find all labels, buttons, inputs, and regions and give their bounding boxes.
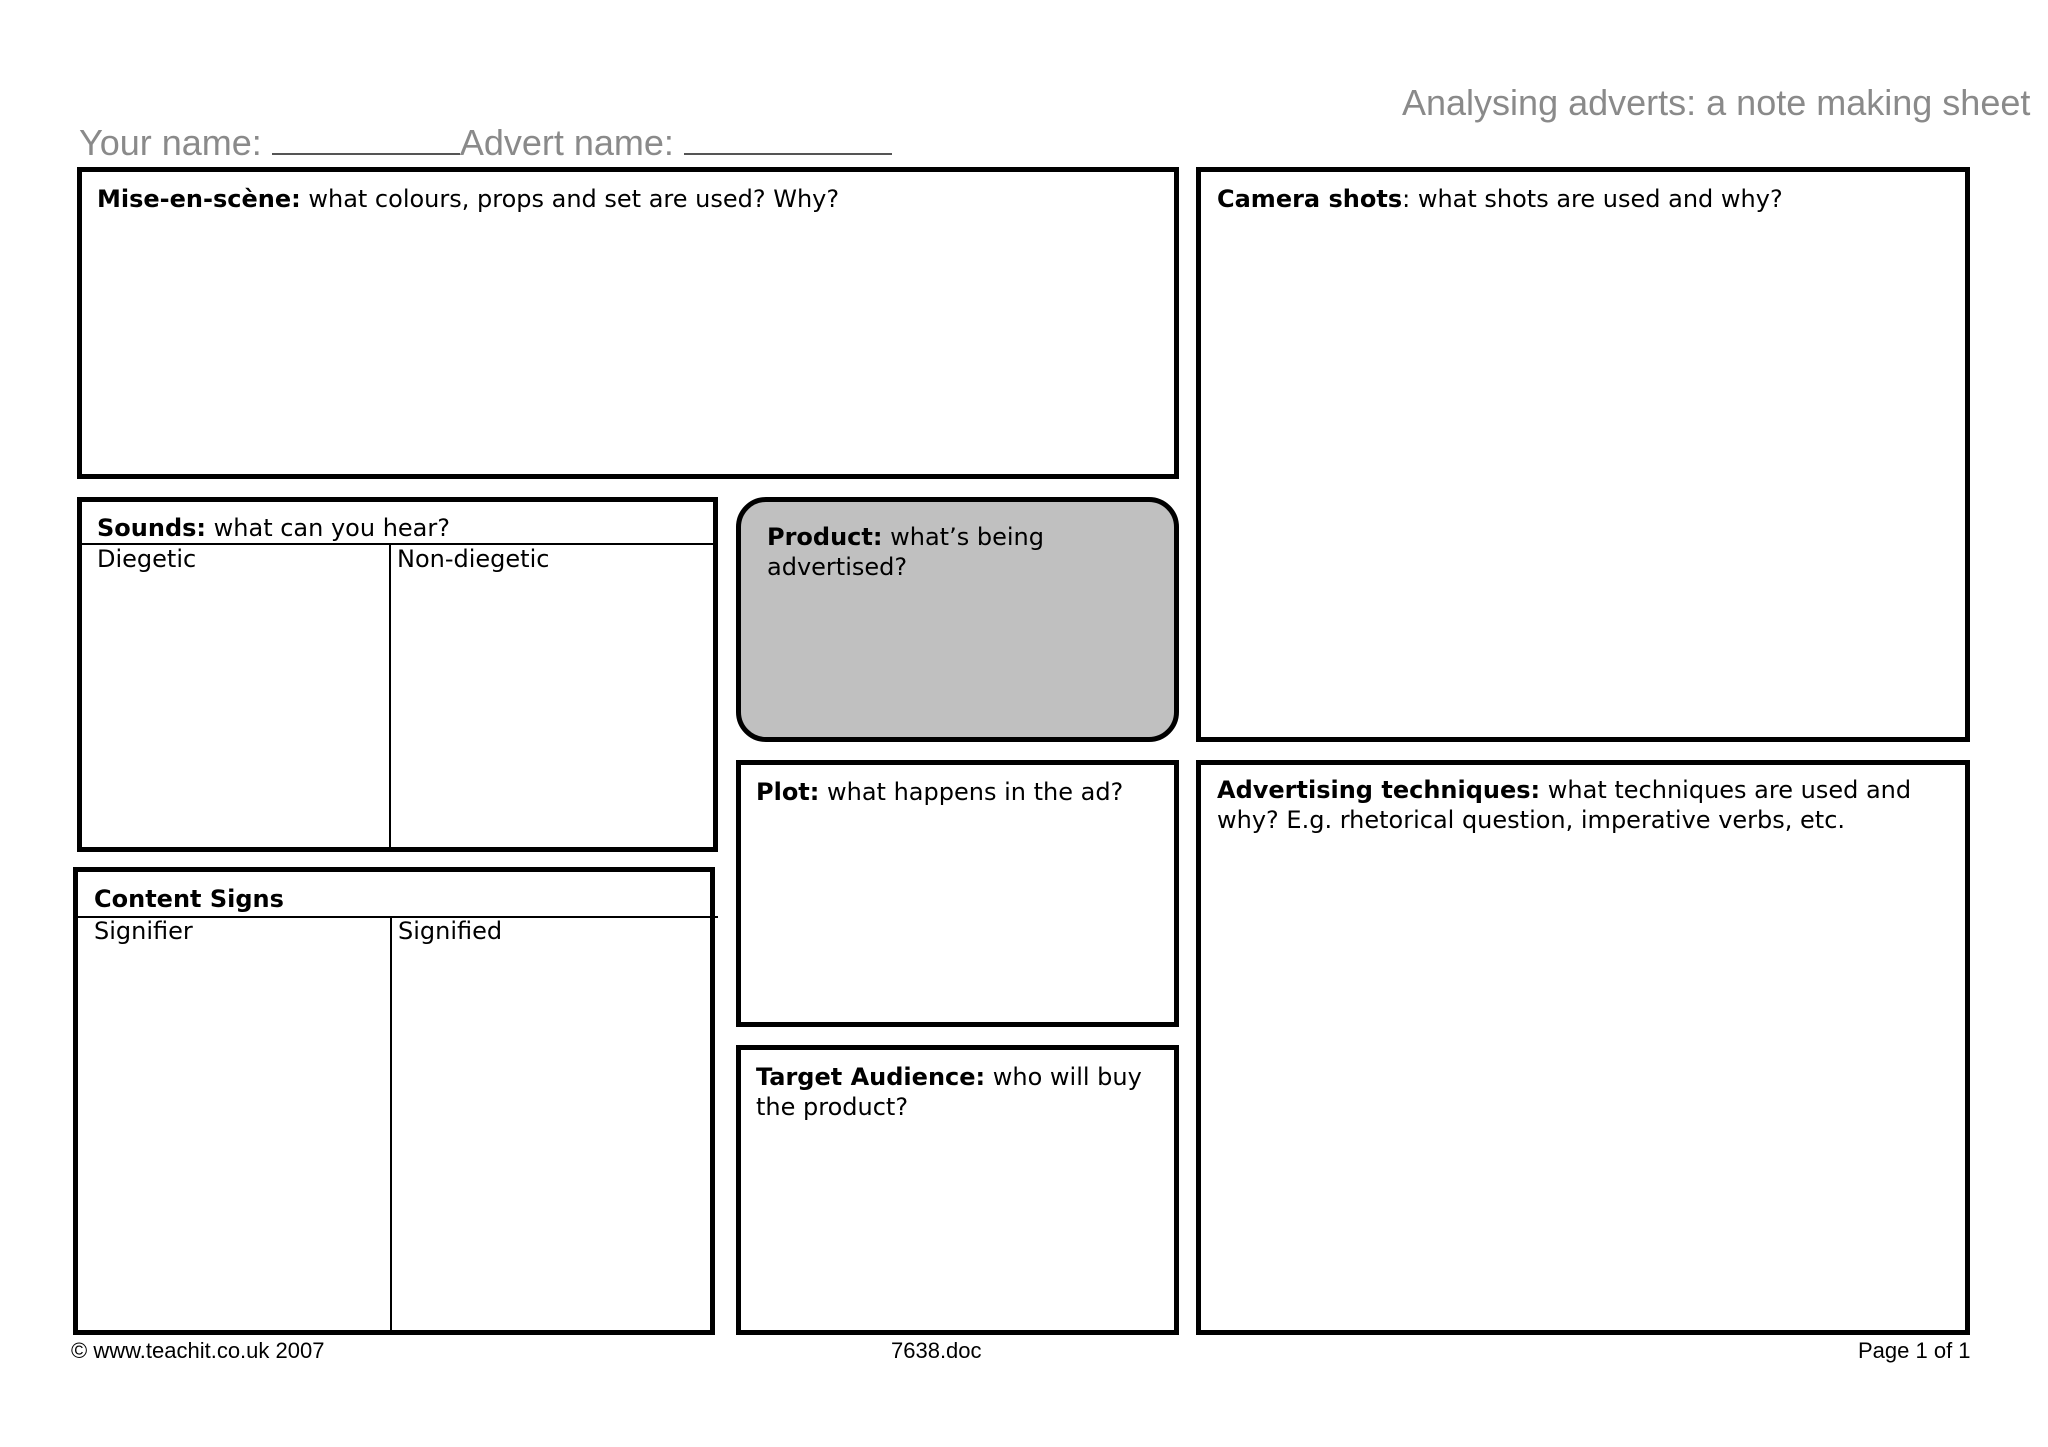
plot-box[interactable] [736, 760, 1179, 1027]
content-signs-prompt: Content Signs [94, 885, 284, 913]
target-audience-box[interactable] [736, 1045, 1179, 1335]
advert-name-blank[interactable] [684, 152, 892, 155]
sheet-title: Analysing adverts: a note making sheet [1402, 82, 2031, 123]
plot-prompt: Plot: what happens in the ad? [756, 778, 1124, 806]
advert-name-label: Advert name: [459, 122, 674, 163]
sounds-box[interactable] [77, 497, 718, 852]
advertising-techniques-box[interactable] [1196, 760, 1970, 1335]
footer-page-number: Page 1 of 1 [1858, 1338, 1971, 1363]
diegetic-label: Diegetic [97, 545, 197, 573]
advertising-techniques-prompt: Advertising techniques: what techniques are used and why? E.g. rhetorical question, imperative verbs, etc. [1217, 776, 1912, 834]
signified-label: Signified [398, 917, 503, 945]
target-audience-prompt: Target Audience: who will buy the product? [756, 1063, 1142, 1121]
your-name-blank[interactable] [272, 152, 460, 155]
footer-copyright: © www.teachit.co.uk 2007 [71, 1338, 325, 1363]
sounds-prompt: Sounds: what can you hear? [97, 514, 450, 542]
signifier-label: Signifier [94, 917, 193, 945]
product-prompt: Product: what’s being advertised? [767, 523, 1044, 581]
name-fields [79, 122, 892, 164]
footer-filename: 7638.doc [891, 1338, 982, 1363]
camera-shots-prompt: Camera shots: what shots are used and why? [1217, 185, 1783, 213]
content-signs-column-divider [390, 916, 392, 1330]
mise-en-scene-prompt: Mise-en-scène: what colours, props and set are used? Why? [97, 185, 840, 213]
non-diegetic-label: Non-diegetic [397, 545, 550, 573]
your-name-label: Your name: [79, 122, 262, 163]
product-box[interactable] [736, 497, 1179, 742]
camera-shots-box[interactable] [1196, 167, 1970, 742]
content-signs-box[interactable] [73, 867, 715, 1335]
mise-en-scene-box[interactable] [77, 167, 1179, 479]
sounds-column-divider [389, 543, 391, 847]
